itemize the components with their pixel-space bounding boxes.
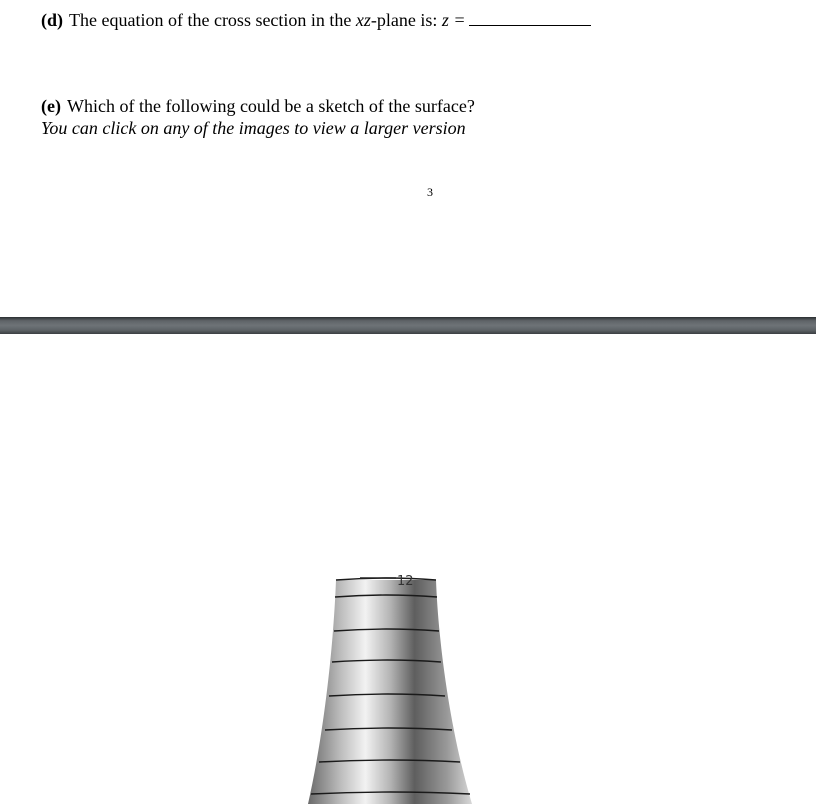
- question-d-text-after: -plane is:: [370, 10, 442, 30]
- question-e-hint: You can click on any of the images to view a larger version: [41, 118, 466, 138]
- page-number: 3: [427, 185, 433, 199]
- page-4: [0, 334, 816, 801]
- question-e: [41, 95, 475, 117]
- surface-body: [308, 580, 472, 804]
- question-e-label: (e): [41, 96, 61, 116]
- plane-variable: xz: [355, 10, 371, 30]
- question-d-label: (d): [41, 10, 63, 30]
- question-d: [41, 9, 591, 31]
- surface-plot-icon[interactable]: [300, 564, 500, 804]
- page-3: [0, 0, 816, 317]
- question-e-text: Which of the following could be a sketch of the surface?: [66, 96, 475, 116]
- page-separator: [0, 317, 816, 334]
- axis-tick-label: 12: [397, 574, 414, 589]
- equation-lhs: z =: [441, 10, 466, 30]
- question-d-text: The equation of the cross section in the: [69, 10, 356, 30]
- answer-blank[interactable]: [469, 9, 591, 26]
